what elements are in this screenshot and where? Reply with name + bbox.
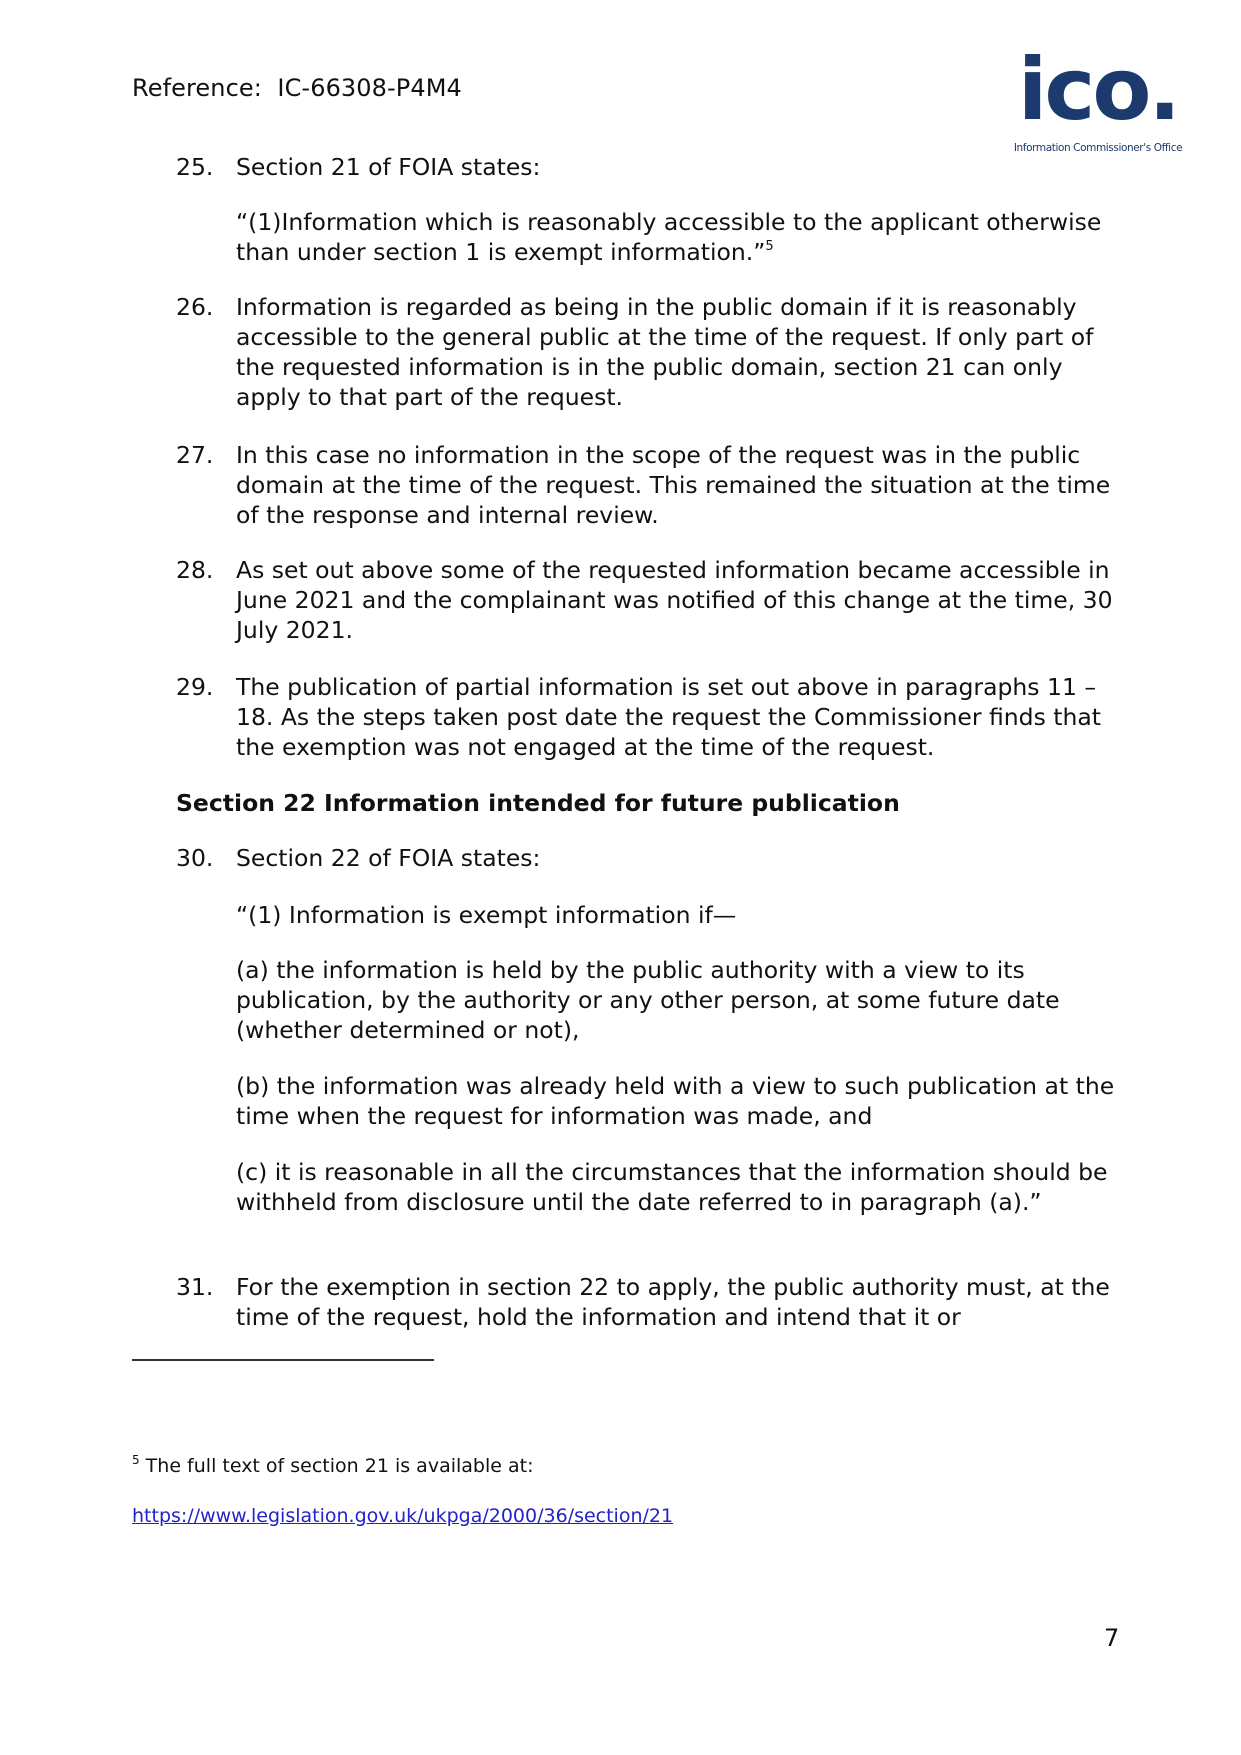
paragraph-text: In this case no information in the scope of the request was in the public domain at the time of the request. This remained the situation at the time of the response and internal review. [236,441,1111,529]
paragraph-text: For the exemption in section 22 to apply, the public authority must, at the time of the request, hold the information and intend that it or [236,1273,1110,1331]
quote-text: “(1)Information which is reasonably accessible to the applicant otherwise than under section 1 is exempt information.” [236,208,1102,266]
paragraph-text: Section 21 of FOIA states: [236,153,541,181]
document-reference: Reference: IC-66308-P4M4 [132,74,462,102]
quote-section-22-a: (a) the information is held by the public authority with a view to its publication, by the authority or any other person, at some future date (whether determined or not), [236,956,1060,1044]
paragraph-text: Section 22 of FOIA states: [236,844,541,872]
paragraph-number: 25. [176,153,214,181]
footnote-separator [132,1359,434,1361]
paragraph-text: The publication of partial information is set out above in paragraphs 11 – 18. As the steps taken post date the request the Commissioner finds that the exemption was not engaged at the time of the request. [236,673,1102,761]
paragraph-number: 27. [176,441,214,469]
footnote-text: The full text of section 21 is available at: [139,1455,534,1477]
footnote-reference[interactable]: 5 [765,239,774,254]
footnote-link-line [132,1504,673,1528]
paragraph-27 [176,440,1126,530]
section-heading: Section 22 Information intended for future publication [176,789,900,817]
paragraph-number: 29. [176,673,214,701]
ico-logo [1008,40,1188,160]
paragraph-number: 26. [176,293,214,321]
paragraph-28 [176,555,1126,645]
paragraph-number: 31. [176,1273,214,1301]
paragraph-29 [176,672,1126,762]
quote-section-22-intro: “(1) Information is exempt information if— [236,901,737,929]
ico-logo-wordmark: ico. [1017,40,1179,140]
paragraph-text: As set out above some of the requested information became accessible in June 2021 and the complainant was notified of this change at the time, 30 July 2021. [236,556,1113,644]
paragraph-number: 30. [176,844,214,872]
paragraph-31 [176,1272,1126,1332]
quote-section-22-b: (b) the information was already held with a view to such publication at the time when the request for information was made, and [236,1072,1115,1130]
ico-logo-subtitle: Information Commissioner's Office [1013,142,1183,154]
quote-section-22-c: (c) it is reasonable in all the circumstances that the information should be withheld from disclosure until the date referred to in paragraph (a).” [236,1158,1108,1216]
footnote-5 [132,1454,533,1478]
paragraph-25 [176,152,1126,182]
paragraph-text: Information is regarded as being in the public domain if it is reasonably accessible to the general public at the time of the request. If only part of the requested information is in the public domain, section 21 can only apply to that part of the request. [236,293,1094,411]
paragraph-26 [176,292,1126,412]
legislation-link[interactable]: https://www.legislation.gov.uk/ukpga/2000/36/section/21 [132,1505,674,1527]
footnote-marker: 5 [132,1453,140,1467]
paragraph-number: 28. [176,556,214,584]
paragraph-30 [176,843,1126,873]
page-number: 7 [1104,1624,1120,1652]
quote-section-21 [236,207,1126,267]
